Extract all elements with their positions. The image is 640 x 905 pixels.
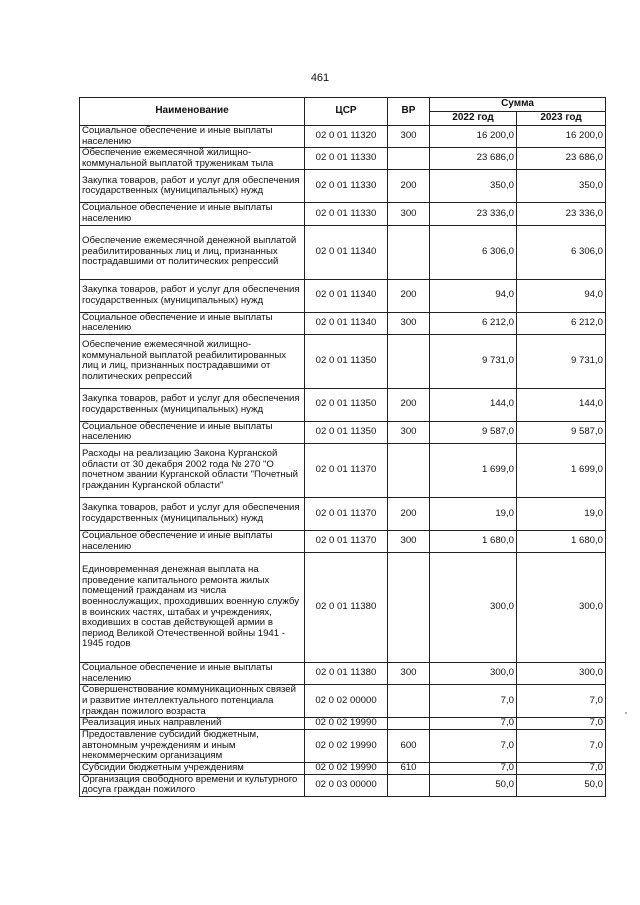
row-name: Обеспечение ежемесячной денежной выплатой реабилитированных лиц и лиц, признанных пострадавшими от политических репрессий [80, 225, 305, 279]
row-amount-2023: 23 336,0 [517, 203, 606, 225]
row-amount-2022: 7,0 [430, 685, 517, 718]
row-csr: 02 0 01 11370 [305, 497, 388, 530]
row-amount-2022: 6 306,0 [430, 225, 517, 279]
row-name: Социальное обеспечение и иные выплаты населению [80, 530, 305, 552]
table-row [80, 126, 606, 148]
row-vr: 200 [388, 388, 430, 421]
row-amount-2022: 7,0 [430, 762, 517, 774]
row-amount-2023: 300,0 [517, 553, 606, 663]
row-name: Субсидии бюджетным учреждениям [80, 762, 305, 774]
row-amount-2023: 144,0 [517, 388, 606, 421]
header-2022: 2022 год [430, 112, 517, 126]
row-vr [388, 225, 430, 279]
table-row [80, 170, 606, 203]
table-row [80, 774, 606, 796]
row-vr: 610 [388, 762, 430, 774]
header-name: Наименование [80, 98, 305, 126]
row-amount-2023: 300,0 [517, 663, 606, 685]
header-vr: ВР [388, 98, 430, 126]
row-csr: 02 0 01 11330 [305, 203, 388, 225]
row-amount-2022: 350,0 [430, 170, 517, 203]
table-row [80, 663, 606, 685]
row-vr [388, 148, 430, 170]
row-csr: 02 0 02 19990 [305, 762, 388, 774]
row-name: Реализация иных направлений [80, 718, 305, 730]
row-amount-2022: 6 212,0 [430, 312, 517, 334]
row-name: Социальное обеспечение и иные выплаты населению [80, 663, 305, 685]
row-amount-2023: 6 306,0 [517, 225, 606, 279]
row-amount-2022: 23 336,0 [430, 203, 517, 225]
row-vr [388, 718, 430, 730]
table-row [80, 225, 606, 279]
page-number: 461 [310, 72, 330, 84]
table-row [80, 762, 606, 774]
table-row [80, 279, 606, 312]
row-csr: 02 0 03 00000 [305, 774, 388, 796]
row-csr: 02 0 01 11380 [305, 663, 388, 685]
row-csr: 02 0 01 11350 [305, 334, 388, 388]
row-csr: 02 0 01 11320 [305, 126, 388, 148]
row-amount-2023: 94,0 [517, 279, 606, 312]
row-csr: 02 0 02 19990 [305, 718, 388, 730]
row-vr [388, 685, 430, 718]
row-name: Социальное обеспечение и иные выплаты населению [80, 421, 305, 443]
row-name: Закупка товаров, работ и услуг для обеспечения государственных (муниципальных) нужд [80, 388, 305, 421]
row-amount-2023: 7,0 [517, 762, 606, 774]
row-vr [388, 774, 430, 796]
row-vr: 200 [388, 170, 430, 203]
row-amount-2022: 23 686,0 [430, 148, 517, 170]
row-amount-2022: 9 587,0 [430, 421, 517, 443]
table-row [80, 203, 606, 225]
row-csr: 02 0 01 11340 [305, 279, 388, 312]
row-name: Обеспечение ежемесячной жилищно-коммунальной выплатой реабилитированных лиц и лиц, признанных пострадавшими от политических репрессий [80, 334, 305, 388]
row-vr: 600 [388, 729, 430, 762]
row-csr: 02 0 02 00000 [305, 685, 388, 718]
row-vr: 200 [388, 279, 430, 312]
row-amount-2022: 1 699,0 [430, 443, 517, 497]
header-csr: ЦСР [305, 98, 388, 126]
table-row [80, 312, 606, 334]
row-name: Совершенствование коммуникационных связей и развитие интеллектуального потенциала граждан пожилого возраста [80, 685, 305, 718]
table-row [80, 388, 606, 421]
table-row [80, 729, 606, 762]
row-amount-2023: 23 686,0 [517, 148, 606, 170]
row-amount-2022: 7,0 [430, 718, 517, 730]
row-amount-2023: 16 200,0 [517, 126, 606, 148]
header-2023: 2023 год [517, 112, 606, 126]
row-amount-2022: 7,0 [430, 729, 517, 762]
row-amount-2022: 94,0 [430, 279, 517, 312]
table-body [80, 126, 606, 797]
row-csr: 02 0 02 19990 [305, 729, 388, 762]
row-csr: 02 0 01 11380 [305, 553, 388, 663]
row-name: Закупка товаров, работ и услуг для обеспечения государственных (муниципальных) нужд [80, 170, 305, 203]
row-amount-2023: 1 699,0 [517, 443, 606, 497]
row-name: Социальное обеспечение и иные выплаты населению [80, 126, 305, 148]
row-csr: 02 0 01 11370 [305, 530, 388, 552]
row-vr: 300 [388, 530, 430, 552]
row-vr: 300 [388, 203, 430, 225]
row-csr: 02 0 01 11340 [305, 312, 388, 334]
table-row [80, 685, 606, 718]
row-vr: 300 [388, 421, 430, 443]
row-amount-2023: 19,0 [517, 497, 606, 530]
row-name: Закупка товаров, работ и услуг для обеспечения государственных (муниципальных) нужд [80, 497, 305, 530]
table-row [80, 553, 606, 663]
row-amount-2023: 7,0 [517, 718, 606, 730]
row-name: Закупка товаров, работ и услуг для обеспечения государственных (муниципальных) нужд [80, 279, 305, 312]
row-name: Расходы на реализацию Закона Курганской области от 30 декабря 2002 года № 270 "О почетном звании Курганской области "Почетный гражданин Курганской области" [80, 443, 305, 497]
row-vr: 200 [388, 497, 430, 530]
table-row [80, 334, 606, 388]
row-vr [388, 443, 430, 497]
row-amount-2022: 9 731,0 [430, 334, 517, 388]
row-csr: 02 0 01 11350 [305, 388, 388, 421]
row-amount-2023: 7,0 [517, 685, 606, 718]
row-amount-2022: 16 200,0 [430, 126, 517, 148]
row-csr: 02 0 01 11330 [305, 148, 388, 170]
row-amount-2023: 1 680,0 [517, 530, 606, 552]
header-sum: Сумма [430, 98, 606, 112]
row-csr: 02 0 01 11330 [305, 170, 388, 203]
row-amount-2022: 300,0 [430, 553, 517, 663]
row-amount-2022: 300,0 [430, 663, 517, 685]
row-vr: 300 [388, 126, 430, 148]
row-vr [388, 334, 430, 388]
row-csr: 02 0 01 11370 [305, 443, 388, 497]
table-row [80, 497, 606, 530]
table-row [80, 148, 606, 170]
row-name: Организация свободного времени и культурного досуга граждан пожилого [80, 774, 305, 796]
scan-artifact [625, 712, 627, 714]
table-header [80, 98, 606, 126]
row-amount-2023: 6 212,0 [517, 312, 606, 334]
row-vr: 300 [388, 663, 430, 685]
row-vr: 300 [388, 312, 430, 334]
row-name: Обеспечение ежемесячной жилищно-коммунальной выплатой труженикам тыла [80, 148, 305, 170]
row-amount-2022: 1 680,0 [430, 530, 517, 552]
row-amount-2022: 144,0 [430, 388, 517, 421]
row-amount-2022: 50,0 [430, 774, 517, 796]
budget-table [79, 97, 606, 797]
table-row [80, 421, 606, 443]
row-amount-2023: 9 587,0 [517, 421, 606, 443]
row-amount-2023: 9 731,0 [517, 334, 606, 388]
row-amount-2022: 19,0 [430, 497, 517, 530]
row-csr: 02 0 01 11350 [305, 421, 388, 443]
row-amount-2023: 350,0 [517, 170, 606, 203]
table-row [80, 443, 606, 497]
row-name: Социальное обеспечение и иные выплаты населению [80, 203, 305, 225]
row-csr: 02 0 01 11340 [305, 225, 388, 279]
table-row [80, 530, 606, 552]
row-name: Социальное обеспечение и иные выплаты населению [80, 312, 305, 334]
row-vr [388, 553, 430, 663]
row-amount-2023: 7,0 [517, 729, 606, 762]
row-amount-2023: 50,0 [517, 774, 606, 796]
row-name: Единовременная денежная выплата на проведение капитального ремонта жилых помещений гражданам из числа военнослужащих, проходивших военную службу в воинских частях, штабах и учреждениях, входивших в состав действующей армии в период Великой Отечественной войны 1941 - 1945 годов [80, 553, 305, 663]
table-row [80, 718, 606, 730]
row-name: Предоставление субсидий бюджетным, автономным учреждениям и иным некоммерческим организациям [80, 729, 305, 762]
